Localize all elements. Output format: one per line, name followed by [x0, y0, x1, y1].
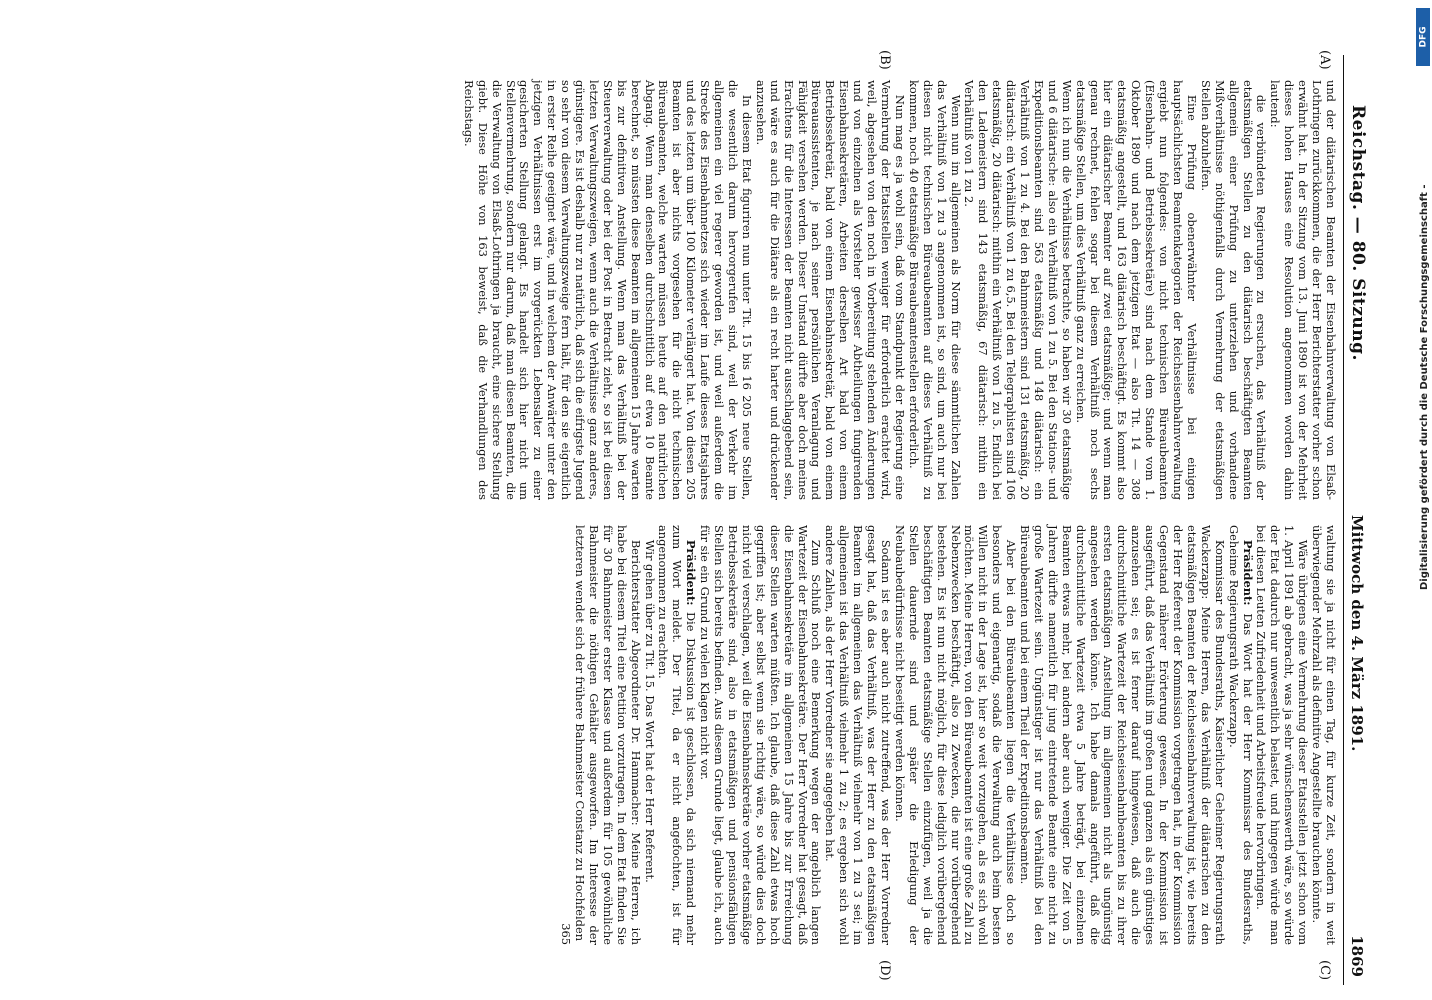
header-page-number: 1869: [1348, 935, 1366, 977]
margin-mark-d: (D): [877, 960, 892, 981]
paragraph: Wir gehen über zu Tit. 15. Das Wort hat der Herr Referent.: [642, 539, 657, 883]
paragraph: Präsident: Die Diskussion ist geschlossen, da sich niemand mehr zum Wort meldet. Der Titel, da er nicht angefochten, ist für angenommen zu erachten.: [656, 525, 699, 945]
paragraph: In diesem Etat figuriren nun unter Tit. 15 bis 16 205 neue Stellen, die wesentlich darum hervorgerufen sind, weil der Verkehr im allgemeinen ein viel regerer geworden ist, und weil außerdem die Strecke des Eisenbahnnetzes sich wieder im Laufe dieses Etatsjahres und des letzten um über 100 Kilometer verlängert hat. Von diesen 205 Beamten ist aber nichts vorgesehen für die nicht technischen Büreaubeamten, welche warten müssen heute auf den natürlichen Abgang. Wenn man denselben durchschnittlich auf etwa 10 Beamte berechnet, so müssten diese Beamten im allgemeinen 15 Jahre warten bis zur definitiven Anstellung. Wenn man das Verhältniß bei der Steuerverwaltung oder bei der Post in Betracht zieht, so ist bei diesen letzten Verwaltungszweigen, wenn auch die Verhältnisse ganz anderes, günstigere. Es ist deshalb nur zu natürlich, daß sich die eifrigste Jugend so sehr von diesem Verwaltungszweige fern hält, für den sie eigentlich in erster Reihe geeignet wäre, und in welchem der Anwärter unter den jetzigen Verhältnissen erst im vorgerückten Lebensalter zu einer gesicherten Stellung gelangt. Es handelt sich hier nicht um Stellenvermehrung, sondern nur darum, daß man diesen Beamten, die die Verwaltung von Elsaß-Lothringen ja braucht, eine sichere Stellung giebt. Diese Höhe von 163 beweist, daß die Verhandlungen des Reichstags.: [461, 80, 754, 500]
header-session: Reichstag. — 80. Sitzung.: [1348, 105, 1368, 361]
paragraph: waltung sie ja nicht für einen Tag, für kurze Zeit, sondern in weit überwiegender Mehrzahl als definitive Angestellte brauchen könnte.: [1310, 525, 1338, 945]
right-text-column: [457, 525, 1337, 945]
left-text-column: [457, 80, 1337, 500]
margin-mark-a: (A): [1317, 50, 1332, 70]
dfg-logo: DFG: [1416, 8, 1430, 66]
paragraph: die verbündeten Regierungen zu ersuchen, das Verhältniß der etatsmäßigen Stellen zu den diätarisch beschäftigten Beamten allgemein einer Prüfung zu unterziehen und vorhandene Mißverhältnisse nöthigenfalls durch Vermehrung der etatsmäßigen Stellen abzuhelfen.: [1198, 80, 1269, 500]
paragraph: Kommissar des Bundesraths, Kaiserlicher Geheimer Regierungsrath Wackerzapp: Meine Herren, das Verhältniß der diätarischen zu den etatsmäßigen Beamten der Reichseisenbahnverwaltung ist, wie bereits der Herr Referent der Kommission vorgetragen hat, in der Kommission Gegenstand näherer Erörterung gewesen. In der Kommission ist ausgeführt, daß das Verhältniß im großen und ganzen als ein günstiges anzusehen sei; es ist ferner darauf hingewiesen, daß auch die durchschnittliche Wartezeit der Reichseisenbahnbeamten bis zu ihrer ersten etatsmäßigen Anstellung im allgemeinen nicht als ungünstig angesehen werden könne. Ich habe damals angeführt, daß die durchschnittliche Wartezeit etwa 5 Jahre beträgt, bei einzelnen Beamten etwas mehr, bei andern aber auch weniger. Die Zeit von 5 Jahren dürfte namentlich für jung eintretende Beamte eine nicht zu große Wartezeit sein. Ungünstiger ist nur das Verhältniß bei den Büreaubeamten und bei einem Theil der Expeditionsbeamten.: [1018, 525, 1227, 945]
paragraph: Wenn nun im allgemeinen als Norm für diese sämmtlichen Zahlen das Verhältniß von 1 zu 3 angenommen ist, so sind, um auch nur bei diesen nicht technischen Büreaubeamten auf dieses Verhältniß zu kommen, noch 40 etatsmäßige Büreaubeamtenstellen erforderlich.: [906, 80, 963, 500]
header-date: Mittwoch den 4. März 1891.: [1348, 515, 1366, 752]
paragraph: Wäre übrigens eine Vermehrung dieser Etatsstellen jetzt schon vom 1. April 1891 ab gebracht, was ja sehr wünschenswerth wäre, so würde der Etat dadurch nur unwesentlich belastet, und hingegen würde man bei diesen Leuten Zufriedenheit und Arbeitsfreude hervorbringen.: [1254, 525, 1311, 945]
margin-mark-b: (B): [877, 50, 892, 70]
paragraph: Präsident: Das Wort hat der Herr Kommissar des Bundesraths, Geheime Regierungsrath Wackerzapp.: [1226, 525, 1255, 945]
paragraph: Sodann ist es aber auch nicht zutreffend, was der Herr Vorredner gesagt hat, daß das Verhältniß, was der Herr zu den etatsmäßigen Beamten im allgemeinen das Verhältniß vielmehr von 1 zu 3 sei; im allgemeinen ist das Verhältniß vielmehr 1 zu 2; es ergeben sich wohl andere Zahlen, als der Herr Vorredner sie angegeben hat.: [823, 525, 893, 945]
margin-mark-c: (C): [1317, 960, 1332, 981]
paragraph: Zum Schluß noch eine Bemerkung wegen der angeblich langen Wartezeit der Eisenbahnsekretäre. Der Herr Vorredner hat gesagt, daß die Eisenbahnsekretäre im allgemeinen 15 Jahre bis zur Erreichung dieser Stellen warten müßten. Ich glaube, daß diese Zahl etwas hoch gegriffen ist; aber selbst wenn sie richtig wäre, so würde dies doch nicht viel verschlagen, weil die Eisenbahnsekretäre vorher etatsmäßige Betriebssekretäre sind, also in etatsmäßigen und pensionsfähigen Stellen sich bereits befinden. Aus diesem Grunde liegt, glaube ich, auch für sie ein Grund zu vielen Klagen nicht vor.: [698, 525, 824, 945]
paragraph: und der diätarischen Beamten der Eisenbahnverwaltung von Elsaß-Lothringen zurückkommen, die der Herr Berichterstatter vorher schon erwähnt hat. In der Sitzung vom 13. Juni 1890 ist von der Mehrheit dieses hohen Hauses eine Resolution angenommen worden dahin lautend:: [1268, 80, 1338, 500]
digitization-note: Digitalisierung gefördert durch die Deutsche Forschungsgemeinschaft -: [1419, 184, 1430, 590]
paragraph: 365: [559, 923, 574, 945]
paragraph: Aber bei den Büreaubeamten liegen die Verhältnisse doch so besonders und eigenartig, sodaß die Verwaltung auch beim besten Willen nicht in der Lage ist, hier so weit vorzugehen, als es sich wohl möchten. Meine Herren, von den Büreaubeamten ist eine große Zahl zu Nebenzwecken beschäftigt, also zu Zwecken, die nur vorübergehend bestehen. Es ist nun nicht möglich, für diese lediglich vorübergehend beschäftigten Beamten etatsmäßige Stellen einzufügen, weil ja die Stellen dauernde sind und später die Erledigung der Neubaubedürfnisse nicht beseitigt werden können.: [892, 525, 1019, 945]
paragraph: Nun mag es ja wohl sein, daß vom Standpunkt der Regierung eine Vermehrung der Etatsstellen weniger für erforderlich erachtet wird, weil, abgesehen von den noch in Vorbereitung stehenden Änderungen und von einzelnen als Vorsteher gewisser Abtheilungen fungirenden Eisenbahnsekretären, Arbeiten derselben Art bald von einem Betriebssekretär, bald von einem Eisenbahnsekretär, bald von einem Büreauassistenten, je nach seiner persönlichen Veranlagung und Fähigkeit versehen werden. Dieser Umstand dürfte aber doch meines Erachtens für die Interessen der Beamten nicht ausschlaggebend sein, und wäre es auch für die Diätare als ein recht harter und drückender anzusehen.: [753, 80, 907, 500]
paragraph: Wenn ich nun die Verhältnisse betrachte, so haben wir 30 etatsmäßige und 6 diätarische: also ein Verhältniß von 1 zu 5. Bei den Stations- und Expeditionsbeamten sind 563 etatsmäßig und 148 diätarisch: ein Verhältniß von 1 zu 4. Bei den Bahnmeistern sind 131 etatsmäßig, 20 diätarisch: ein Verhältniß von 1 zu 6,5. Bei den Telegraphisten sind 106 etatsmäßig, 20 diätarisch: mithin ein Verhältniß von 1 zu 5. Endlich bei den Lademeistern sind 143 etatsmäßig, 67 diätarisch: mithin ein Verhältniß von 1 zu 2.: [962, 80, 1074, 500]
paragraph: Eine Prüfung obenerwähnter Verhältnisse bei einigen hauptsächlichsten Beamtenkategorien der Reichseisenbahnverwaltung ergiebt nun folgendes: von nicht technischen Büreaubeamten (Eisenbahn- und Betriebssekretäre) sind nach dem Stande vom 1. Oktober 1890 und nach dem jetzigen Etat — also Tit. 14 — 308 etatsmäßig angestellt, und 163 diätarisch beschäftigt. Es kommt also hier ein diätarischer Beamter auf zwei etatsmäßige; und wenn man genau rechnet, fehlen sogar bei diesem Verhältniß noch sechs etatsmäßige Stellen, um dies Verhältniß ganz zu erreichen.: [1073, 80, 1199, 500]
paragraph: Berichterstatter Abgeordneter Dr. Hammacher: Meine Herren, ich habe bei diesem Titel eine Petition vorzutragen. In dem Etat finden Sie für 30 Bahnmeister erster Klasse und außerdem für 105 gewöhnliche Bahnmeister die nöthigen Gehälter ausgeworfen. Im Interesse der letzteren wendet sich der frühere Bahnmeister Constanz zu Hochfelden: [573, 525, 643, 945]
page-header: [1343, 55, 1374, 985]
